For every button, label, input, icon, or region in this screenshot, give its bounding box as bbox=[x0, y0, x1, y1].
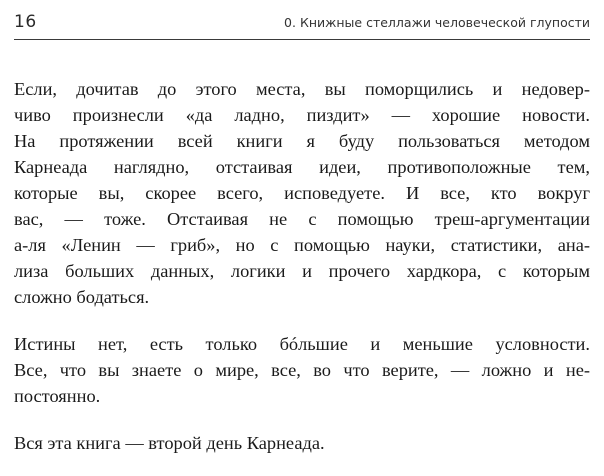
text-line: Вся эта книга — второй день Карнеада. bbox=[14, 433, 325, 453]
text-line: Карнеада наглядно, отстаивая идеи, противоположные тем, bbox=[14, 157, 590, 177]
text-line: На протяжении всей книги я буду пользоваться методом bbox=[14, 131, 590, 151]
paragraph-spacer bbox=[14, 409, 590, 430]
text-line: чиво произнесли «да ладно, пиздит» — хорошие новости. bbox=[14, 105, 590, 125]
paragraph-2 bbox=[14, 331, 590, 409]
running-title: 0. Книжные стеллажи человеческой глупости bbox=[284, 15, 590, 30]
page-header bbox=[14, 4, 590, 36]
page-number: 16 bbox=[14, 12, 37, 32]
text-line: вас, — тоже. Отстаивая не с помощью треш-аргументации bbox=[14, 209, 590, 229]
body-text bbox=[14, 76, 590, 456]
text-line: Если, дочитав до этого места, вы поморщились и недовер- bbox=[14, 79, 590, 99]
text-line: Все, что вы знаете о мире, все, во что верите, — ложно и не- bbox=[14, 360, 590, 380]
text-line: Истины нет, есть только бóльшие и меньшие условности. bbox=[14, 334, 590, 354]
text-line: сложно бодаться. bbox=[14, 287, 150, 307]
header-divider bbox=[14, 39, 590, 40]
text-line: а-ля «Ленин — гриб», но с помощью науки, статистики, ана- bbox=[14, 235, 590, 255]
paragraph-1 bbox=[14, 76, 590, 310]
paragraph-spacer bbox=[14, 310, 590, 331]
text-line: которые вы, скорее всего, исповедуете. И все, кто вокруг bbox=[14, 183, 590, 203]
text-line: постоянно. bbox=[14, 386, 101, 406]
text-line: лиза больших данных, логики и прочего хардкора, с которым bbox=[14, 261, 590, 281]
paragraph-3 bbox=[14, 430, 590, 456]
